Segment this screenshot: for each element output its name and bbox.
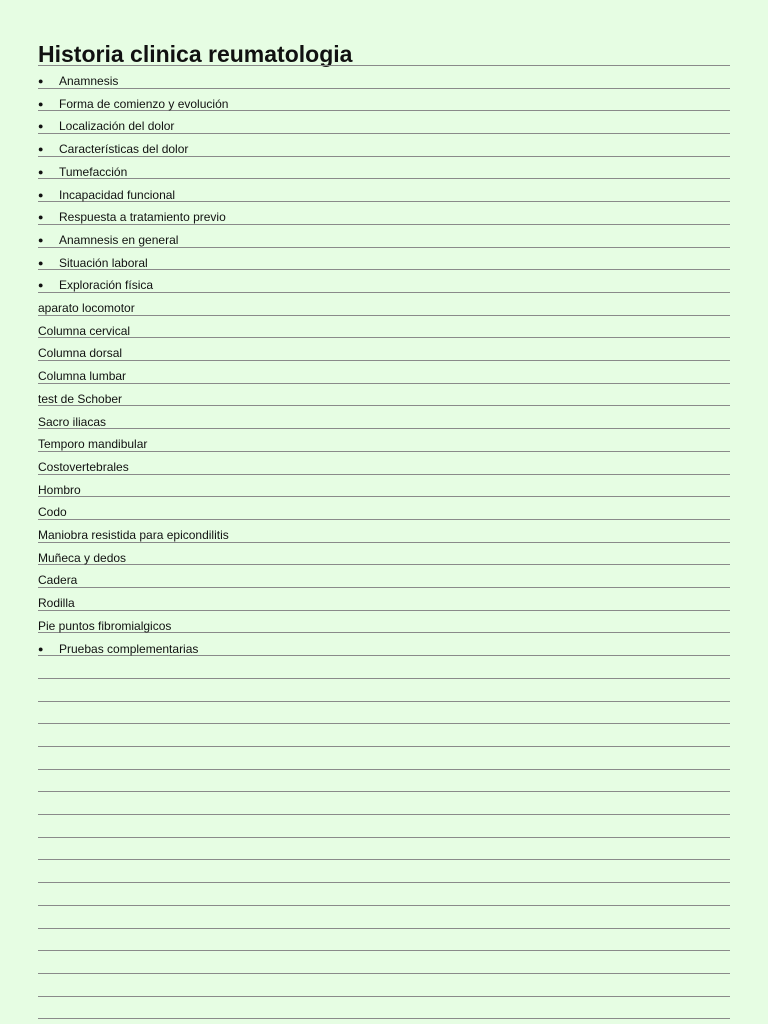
- list-item: [38, 475, 730, 498]
- list-item-text: Anamnesis: [59, 74, 119, 88]
- list-item: [38, 134, 730, 157]
- blank-ruled-line: [38, 974, 730, 997]
- list-item-text: Tumefacción: [59, 164, 128, 179]
- list-item: [38, 157, 730, 180]
- list-item-text: Costovertebrales: [38, 459, 129, 474]
- list-item: [38, 338, 730, 361]
- list-item: [38, 66, 730, 89]
- list-item-text: Columna dorsal: [38, 346, 123, 361]
- blank-ruled-line: [38, 792, 730, 815]
- list-item: [38, 316, 730, 339]
- list-item: [38, 452, 730, 475]
- blank-ruled-line: [38, 929, 730, 952]
- list-item: [38, 248, 730, 271]
- list-item-text: Localización del dolor: [59, 119, 175, 134]
- list-item: [38, 293, 730, 316]
- blank-ruled-line: [38, 702, 730, 725]
- list-item-text: Anamnesis en general: [59, 232, 179, 247]
- list-item: [38, 225, 730, 248]
- list-item-text: Respuesta a tratamiento previo: [59, 210, 226, 225]
- list-item: [38, 520, 730, 543]
- blank-ruled-line: [38, 883, 730, 906]
- document-page: [38, 0, 730, 1024]
- list-item-text: Exploración física: [59, 278, 154, 293]
- list-item-text: Cadera: [38, 573, 78, 588]
- bullet-icon: ●: [38, 76, 44, 86]
- list-item: [38, 611, 730, 634]
- bullet-icon: ●: [38, 234, 44, 245]
- page-title: Historia clinica reumatologia: [38, 41, 353, 67]
- blank-ruled-line: [38, 997, 730, 1020]
- list-item: [38, 111, 730, 134]
- list-item-text: Temporo mandibular: [38, 437, 148, 452]
- list-item: [38, 361, 730, 384]
- blank-ruled-line: [38, 815, 730, 838]
- list-item-text: Muñeca y dedos: [38, 550, 127, 565]
- blank-ruled-line: [38, 770, 730, 793]
- list-item: [38, 180, 730, 203]
- bullet-icon: ●: [38, 121, 44, 132]
- blank-ruled-line: [38, 656, 730, 679]
- list-item-text: Forma de comienzo y evolución: [59, 96, 229, 111]
- list-item: [38, 588, 730, 611]
- list-item: [38, 202, 730, 225]
- bullet-icon: ●: [38, 280, 44, 291]
- list-item: [38, 89, 730, 112]
- bullet-icon: ●: [38, 257, 44, 268]
- blank-ruled-line: [38, 906, 730, 929]
- blank-ruled-line: [38, 861, 730, 884]
- list-item-text: Situación laboral: [59, 255, 148, 270]
- blank-ruled-line: [38, 747, 730, 770]
- list-item: [38, 270, 730, 293]
- bullet-icon: ●: [38, 98, 44, 109]
- list-item-text: Columna cervical: [38, 323, 131, 338]
- bullet-icon: ●: [38, 212, 44, 223]
- bullet-icon: ●: [38, 643, 44, 654]
- blank-ruled-line: [38, 724, 730, 747]
- bullet-icon: ●: [38, 144, 44, 155]
- list-item-text: Características del dolor: [59, 142, 189, 157]
- list-item: [38, 407, 730, 430]
- blank-ruled-line: [38, 679, 730, 702]
- list-item-text: Rodilla: [38, 596, 75, 611]
- list-item-text: test de Schober: [38, 391, 123, 406]
- list-item: [38, 565, 730, 588]
- list-item: [38, 634, 730, 657]
- list-item-text: Incapacidad funcional: [59, 187, 176, 202]
- list-item: [38, 429, 730, 452]
- list-item-text: Hombro: [38, 482, 81, 497]
- list-item-text: Pruebas complementarias: [59, 641, 199, 656]
- blank-ruled-line: [38, 951, 730, 974]
- bullet-icon: ●: [38, 166, 44, 177]
- bullet-icon: ●: [38, 189, 44, 200]
- list-item: [38, 384, 730, 407]
- list-item: [38, 497, 730, 520]
- list-item-text: Pie puntos fibromialgicos: [38, 618, 172, 633]
- list-item-text: Columna lumbar: [38, 369, 127, 384]
- blank-ruled-line: [38, 838, 730, 861]
- list-item-text: Sacro iliacas: [38, 414, 107, 429]
- list-item-text: aparato locomotor: [38, 301, 135, 315]
- list-item: [38, 543, 730, 566]
- list-item-text: Codo: [38, 505, 67, 520]
- list-item-text: Maniobra resistida para epicondilitis: [38, 528, 229, 542]
